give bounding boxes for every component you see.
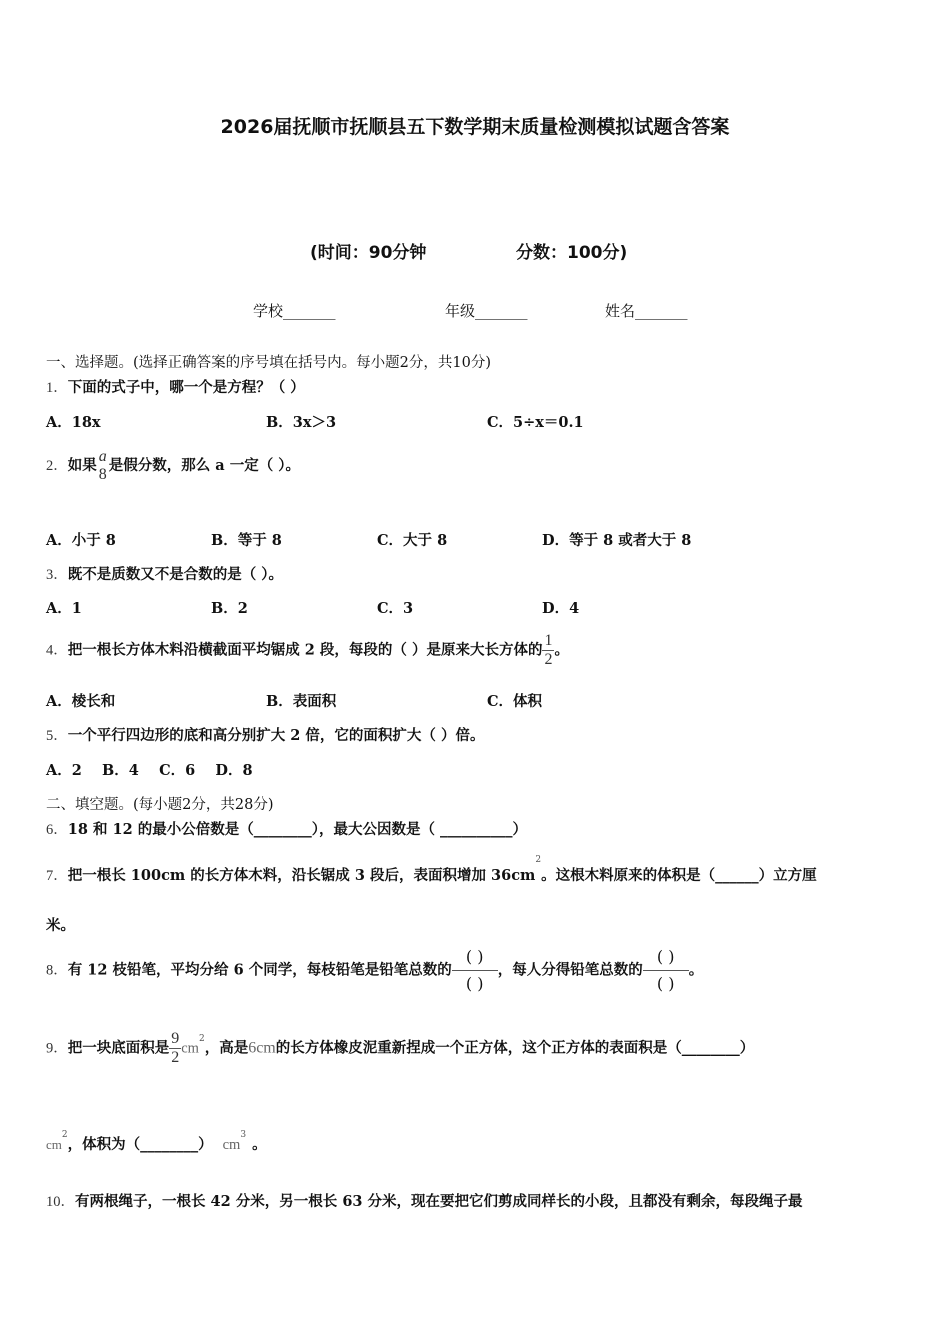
section-1-heading: 一、选择题。(选择正确答案的序号填在括号内。每小题2分，共10分): [46, 355, 491, 371]
q2-option-d: D．等于 8 或者大于 8: [542, 532, 692, 549]
q2-option-b: B．等于 8: [211, 532, 282, 549]
q4-option-b: B．表面积: [266, 693, 337, 710]
q1-option-b: B．3x＞3: [266, 414, 337, 431]
question-5: 5．一个平行四边形的底和高分别扩大 2 倍，它的面积扩大（ ）倍。: [46, 727, 485, 744]
section-2-heading: 二、填空题。(每小题2分，共28分): [46, 797, 274, 813]
question-9-continued: $cm^2$，体积为（________） $cm^3$。: [46, 1130, 267, 1153]
fraction-nine-halves: $\frac{9}{2}$: [171, 1030, 180, 1066]
school-field: 学校_______: [253, 302, 336, 320]
q2-option-c: C．大于 8: [377, 532, 448, 549]
question-9: 9．把一块底面积是 $\frac{9}{2}$ $cm^2$，高是6cm的长方体橡皮泥重新捏成一个正方体，这个正方体的表面积是（________）: [46, 1030, 755, 1066]
question-2: 2．如果 a 8 是假分数，那么 a 一定（ ）。: [46, 448, 301, 483]
q1-option-c: C．5÷x＝0.1: [487, 414, 584, 431]
question-8: 8．有 12 枝铅笔，平均分给 6 个同学，每枝铅笔是铅笔总数的 ( ) ( )，每人分得铅笔总数的 ( ) ( )。: [46, 944, 703, 997]
q3-option-d: D．4: [542, 600, 580, 617]
fraction-one-half: $\frac{1}{2}$: [544, 632, 553, 668]
question-3: 3．既不是质数又不是合数的是（ ）。: [46, 566, 284, 583]
exam-time: (时间：90分钟: [310, 243, 427, 263]
exam-score: 分数：100分): [516, 243, 628, 263]
q5-options: A．2 B．4 C．6 D．8: [46, 762, 253, 779]
q4-option-c: C．体积: [487, 693, 543, 710]
answer-fraction-blank-2[interactable]: ( ) ( ): [643, 944, 689, 997]
answer-fraction-blank-1[interactable]: ( ) ( ): [452, 944, 498, 997]
question-4: 4．把一根长方体木料沿横截面平均锯成 2 段，每段的（ ）是原来大长方体的 $\frac{1}{2}$ 。: [46, 632, 569, 668]
q4-option-a: A．棱长和: [46, 693, 116, 710]
question-7: 7．把一根长 100cm 的长方体木料，沿长锯成 3 段后，表面积增加 $36cm^2$。这根木料原来的体积是（______）立方厘: [46, 855, 817, 884]
grade-field: 年级_______: [445, 302, 528, 320]
page-title: 2026届抚顺市抚顺县五下数学期末质量检测模拟试题含答案: [220, 116, 730, 138]
q2-option-a: A．小于 8: [46, 532, 116, 549]
name-field: 姓名_______: [605, 302, 688, 320]
question-6: 6．18 和 12 的最小公倍数是（________），最大公因数是（ __________）: [46, 821, 528, 838]
fraction-a-over-8: a 8: [98, 448, 107, 483]
question-7-continued: 米。: [46, 917, 75, 934]
q3-option-a: A．1: [46, 600, 82, 617]
q1-option-a: A．18x: [46, 414, 101, 431]
q3-option-b: B．2: [211, 600, 248, 617]
question-1: 1．下面的式子中，哪一个是方程？（ ）: [46, 379, 305, 396]
question-10: 10．有两根绳子，一根长 42 分米，另一根长 63 分米，现在要把它们剪成同样长的小段，且都没有剩余，每段绳子最: [46, 1193, 803, 1210]
q3-option-c: C．3: [377, 600, 414, 617]
